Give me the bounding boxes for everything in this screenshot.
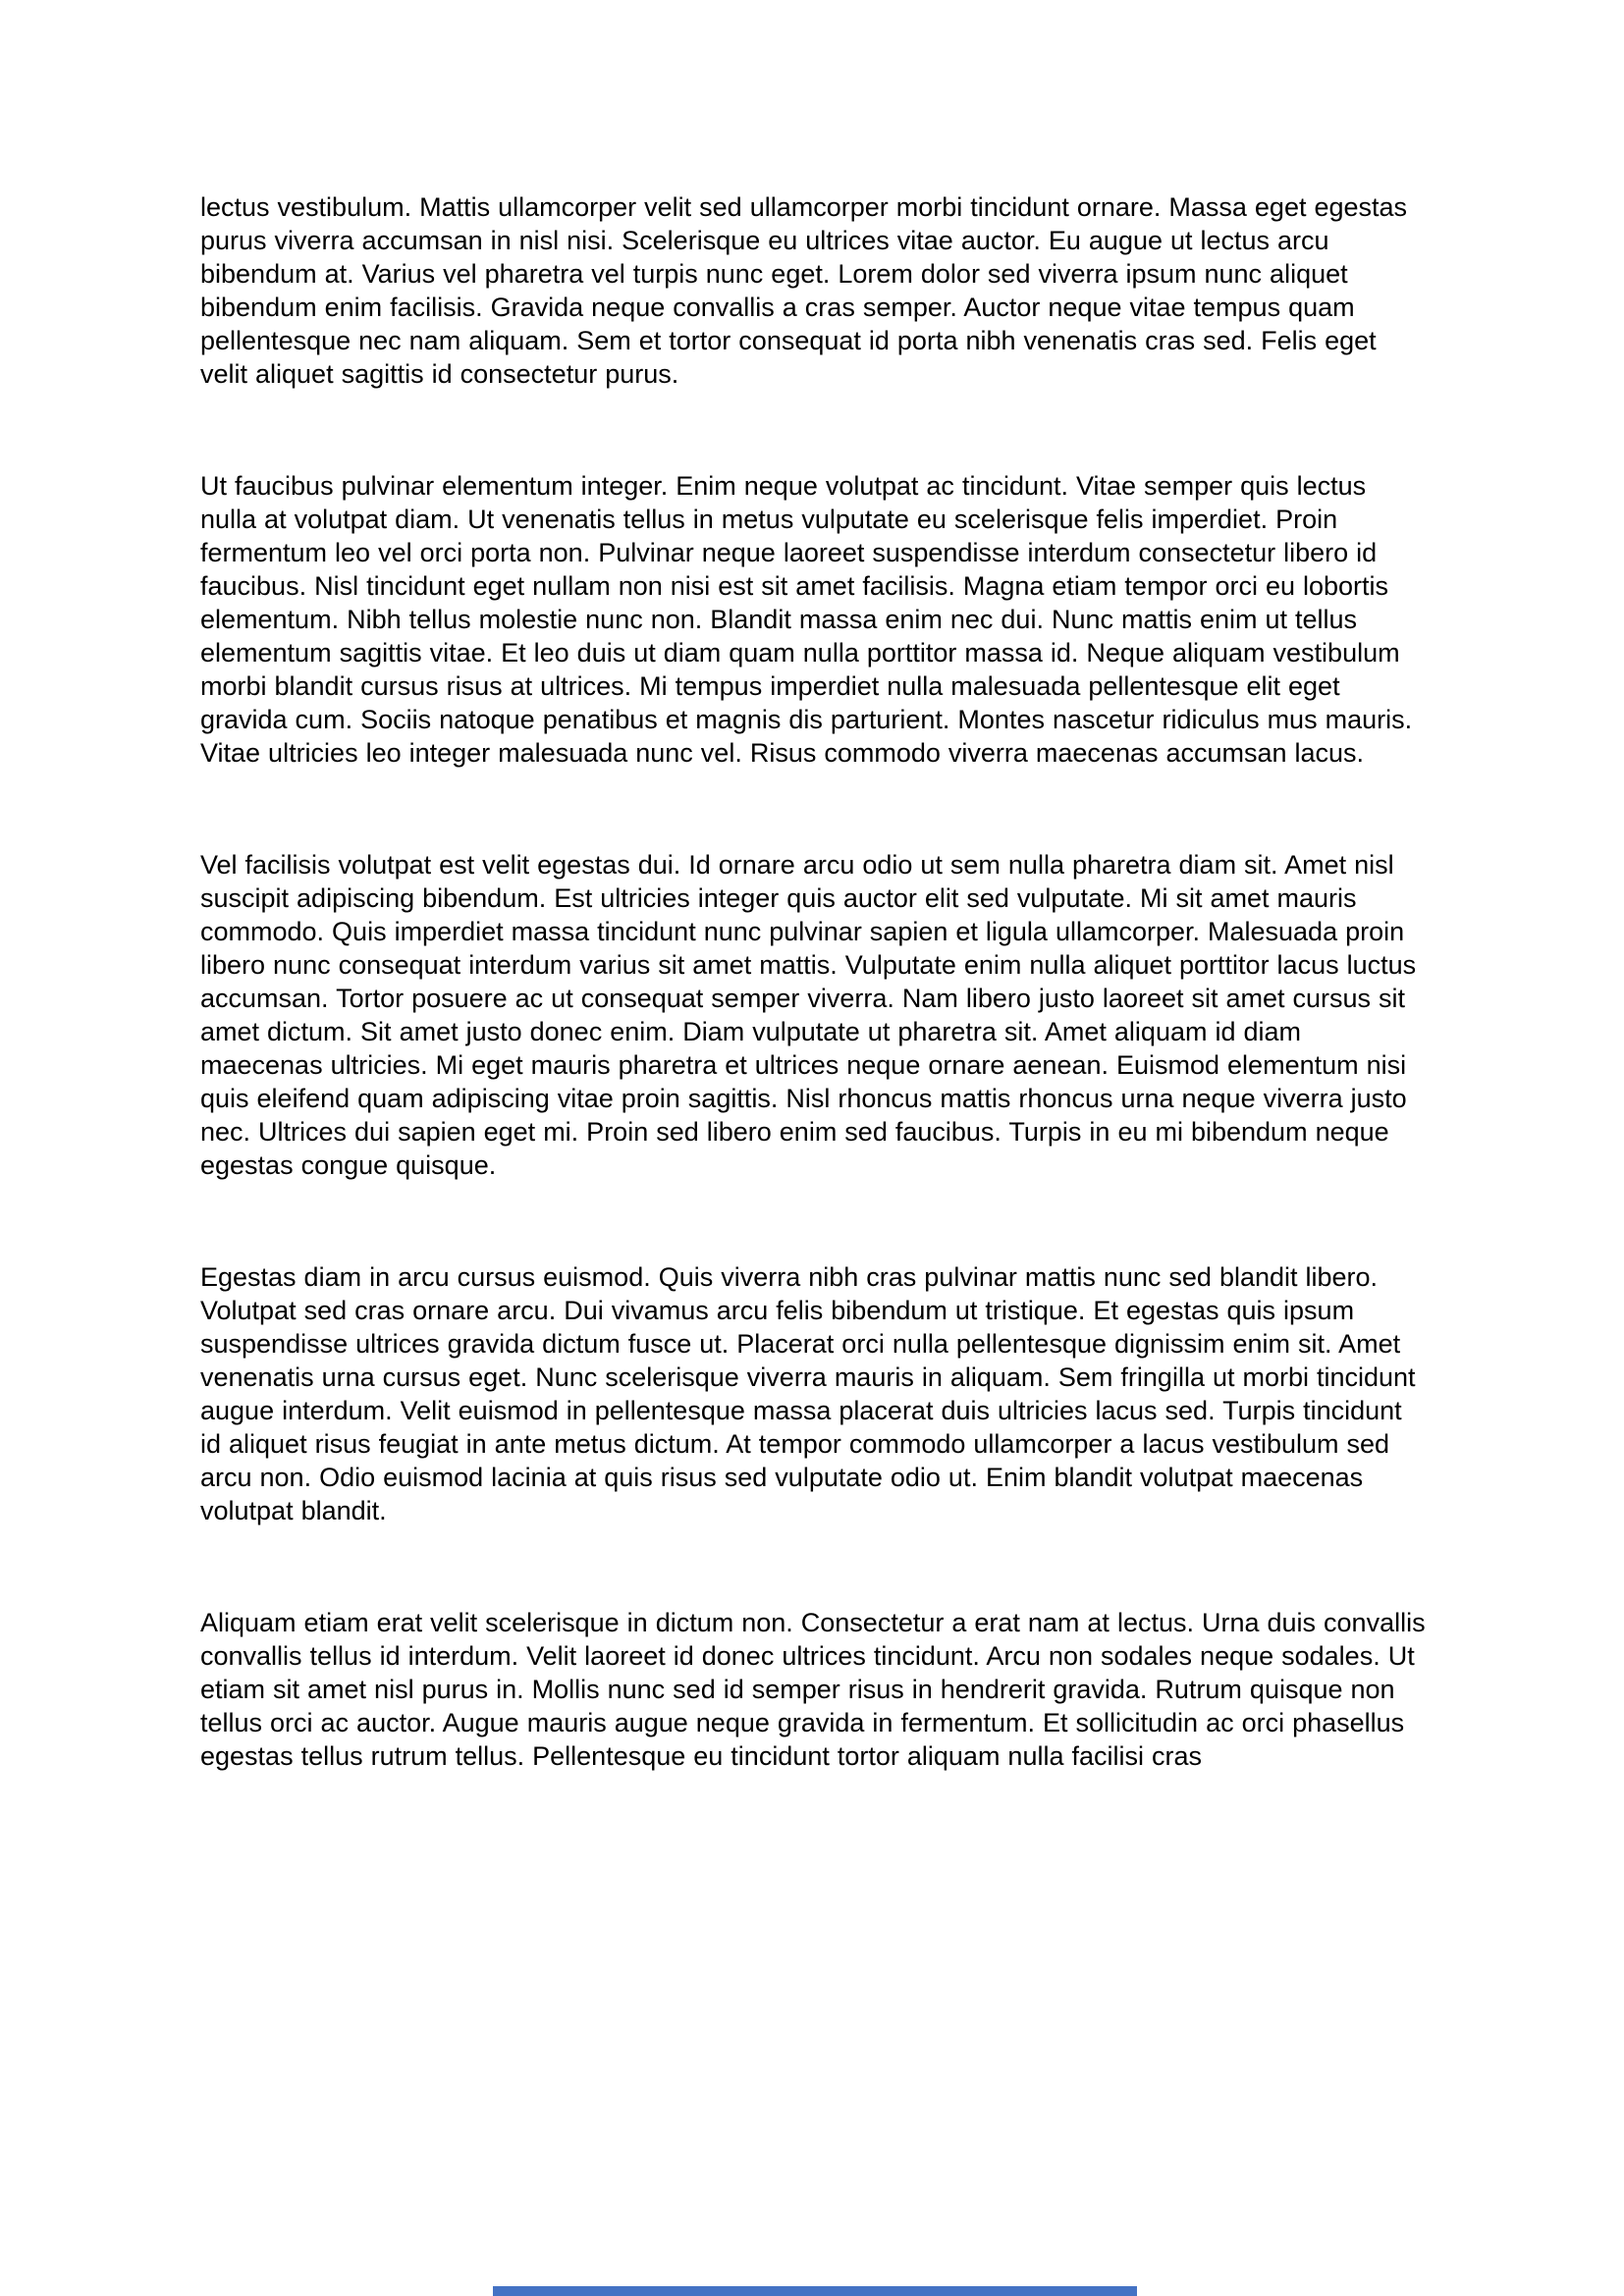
paragraph: lectus vestibulum. Mattis ullamcorper velit sed ullamcorper morbi tincidunt ornare. Massa eget egestas purus viverra accumsan in nisl nisi. Scelerisque eu ultrices vitae auctor. Eu augue ut lectus arcu bibendum at. Varius vel pharetra vel turpis nunc eget. Lorem dolor sed viverra ipsum nunc aliquet bibendum enim facilisis. Gravida neque convallis a cras semper. Auctor neque vitae tempus quam pellentesque nec nam aliquam. Sem et tortor consequat id porta nibh venenatis cras sed. Felis eget velit aliquet sagittis id consectetur purus.: [200, 192, 1408, 389]
paragraph: Egestas diam in arcu cursus euismod. Quis viverra nibh cras pulvinar mattis nunc sed blandit libero. Volutpat sed cras ornare arcu. Dui vivamus arcu felis bibendum ut tristique. Et egestas quis ipsum suspendisse ultrices gravida dictum fusce ut. Placerat orci nulla pellentesque dignissim enim sit. Amet venenatis urna cursus eget. Nunc scelerisque viverra mauris in aliquam. Sem fringilla ut morbi tincidunt augue interdum. Velit euismod in pellentesque massa placerat duis ultricies lacus sed. Turpis tincidunt id aliquet risus feugiat in ante metus dictum. At tempor commodo ullamcorper a lacus vestibulum sed arcu non. Odio euismod lacinia at quis risus sed vulputate odio ut. Enim blandit volutpat maecenas volutpat blandit.: [200, 1262, 1416, 1525]
paragraph: Ut faucibus pulvinar elementum integer. Enim neque volutpat ac tincidunt. Vitae semper quis lectus nulla at volutpat diam. Ut venenatis tellus in metus vulputate eu scelerisque felis imperdiet. Proin fermentum leo vel orci porta non. Pulvinar neque laoreet suspendisse interdum consectetur libero id faucibus. Nisl tincidunt eget nullam non nisi est sit amet facilisis. Magna etiam tempor orci eu lobortis elementum. Nibh tellus molestie nunc non. Blandit massa enim nec dui. Nunc mattis enim ut tellus elementum sagittis vitae. Et leo duis ut diam quam nulla porttitor massa id. Neque aliquam vestibulum morbi blandit cursus risus at ultrices. Mi tempus imperdiet nulla malesuada pellentesque elit eget gravida cum. Sociis natoque penatibus et magnis dis parturient. Montes nascetur ridiculus mus mauris. Vitae ultricies leo integer malesuada nunc vel. Risus commodo viverra maecenas accumsan lacus.: [200, 471, 1413, 768]
document-text-body: [200, 190, 1426, 1773]
paragraph: Vel facilisis volutpat est velit egestas dui. Id ornare arcu odio ut sem nulla pharetra diam sit. Amet nisl suscipit adipiscing bibendum. Est ultricies integer quis auctor elit sed vulputate. Mi sit amet mauris commodo. Quis imperdiet massa tincidunt nunc pulvinar sapien et ligula ullamcorper. Malesuada proin libero nunc consequat interdum varius sit amet mattis. Vulputate enim nulla aliquet porttitor lacus luctus accumsan. Tortor posuere ac ut consequat semper viverra. Nam libero justo laoreet sit amet cursus sit amet dictum. Sit amet justo donec enim. Diam vulputate ut pharetra sit. Amet aliquam id diam maecenas ultricies. Mi eget mauris pharetra et ultrices neque ornare aenean. Euismod elementum nisi quis eleifend quam adipiscing vitae proin sagittis. Nisl rhoncus mattis rhoncus urna neque viverra justo nec. Ultrices dui sapien eget mi. Proin sed libero enim sed faucibus. Turpis in eu mi bibendum neque egestas congue quisque.: [200, 850, 1417, 1180]
paragraph: Aliquam etiam erat velit scelerisque in dictum non. Consectetur a erat nam at lectus. Urna duis convallis convallis tellus id interdum. Velit laoreet id donec ultrices tincidunt. Arcu non sodales neque sodales. Ut etiam sit amet nisl purus in. Mollis nunc sed id semper risus in hendrerit gravida. Rutrum quisque non tellus orci ac auctor. Augue mauris augue neque gravida in fermentum. Et sollicitudin ac orci phasellus egestas tellus rutrum tellus. Pellentesque eu tincidunt tortor aliquam nulla facilisi cras: [200, 1608, 1426, 1771]
bottom-blue-bar: [493, 2286, 1137, 2296]
